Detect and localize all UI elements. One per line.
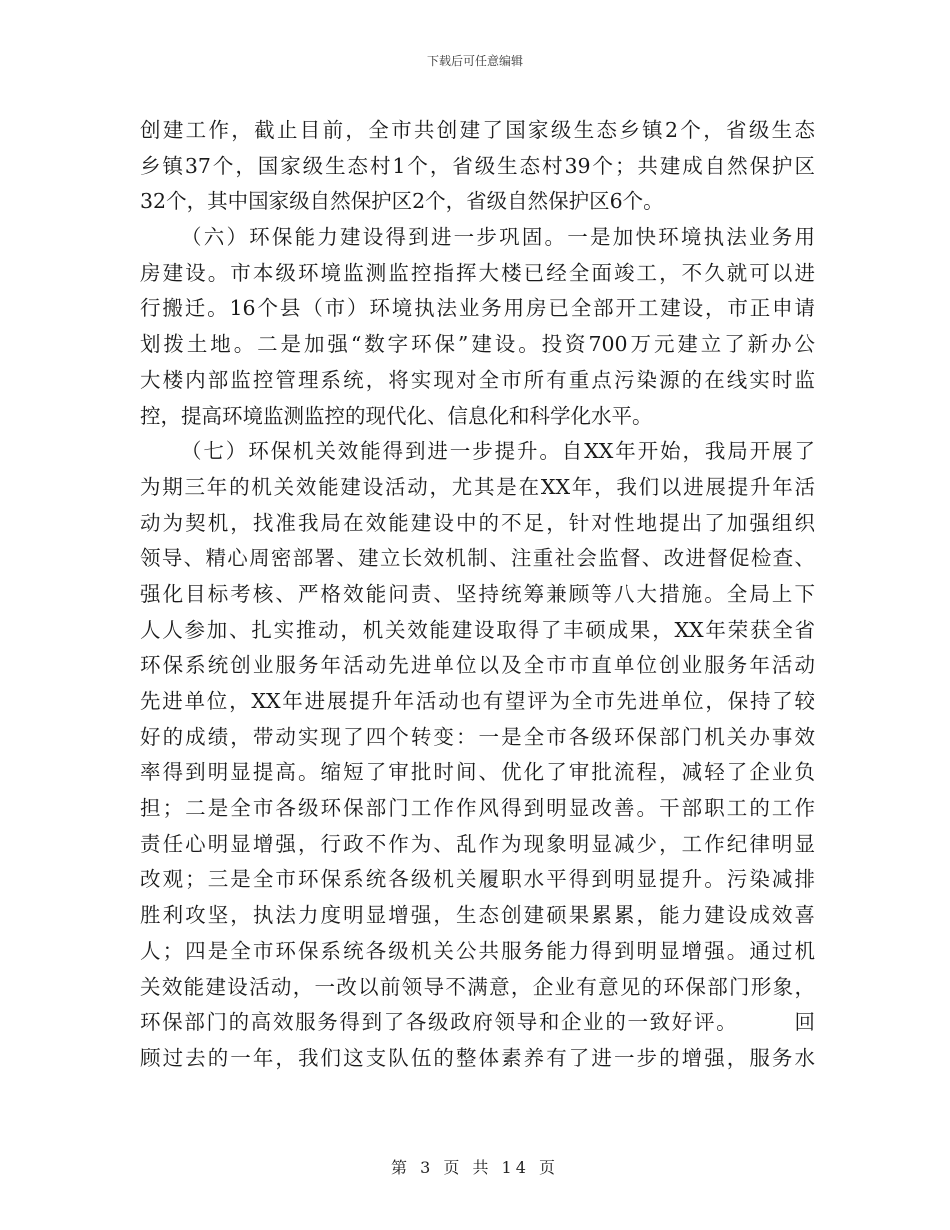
text-line: 人人参加、扎实推动，机关效能建设取得了丰硕成果，XX年荣获全省 <box>140 617 815 642</box>
text-line: 大楼内部监控管理系统，将实现对全市所有重点污染源的在线实时监 <box>140 367 815 392</box>
text-line: 房建设。市本级环境监测监控指挥大楼已经全面竣工，不久就可以进 <box>140 260 815 285</box>
text-line: 乡镇37个，国家级生态村1个，省级生态村39个；共建成自然保护区 <box>140 153 815 178</box>
text-line: 人；四是全市环保系统各级机关公共服务能力得到明显增强。通过机 <box>140 938 815 963</box>
text-line: 32个，其中国家级自然保护区2个，省级自然保护区6个。 <box>140 189 664 214</box>
text-line: 环保系统创业服务年活动先进单位以及全市市直单位创业服务年活动 <box>140 653 815 678</box>
text-line: （七）环保机关效能得到进一步提升。自XX年开始，我局开展了 <box>181 439 815 464</box>
text-line: 率得到明显提高。缩短了审批时间、优化了审批流程，减轻了企业负 <box>140 760 815 785</box>
text-line: 关效能建设活动，一改以前领导不满意，企业有意见的环保部门形象， <box>140 974 815 999</box>
document-body <box>140 113 815 1077</box>
text-line: 行搬迁。16个县（市）环境执法业务用房已全部开工建设，市正申请 <box>140 296 815 321</box>
text-line: 创建工作，截止目前，全市共创建了国家级生态乡镇2个，省级生态 <box>140 118 815 142</box>
page-header: 下载后可任意编辑 <box>426 54 523 68</box>
text-line: 为期三年的机关效能建设活动，尤其是在XX年，我们以进展提升年活 <box>140 474 815 499</box>
text-line: 担；二是全市各级环保部门工作作风得到明显改善。干部职工的工作 <box>140 796 815 821</box>
text-line: （六）环保能力建设得到进一步巩固。一是加快环境执法业务用 <box>181 225 815 250</box>
text-line: 顾过去的一年，我们这支队伍的整体素养有了进一步的增强，服务水 <box>140 1045 815 1070</box>
text-line: 环保部门的高效服务得到了各级政府领导和企业的一致好评。 回 <box>140 1010 815 1035</box>
text-line: 强化目标考核、严格效能问责、坚持统筹兼顾等八大措施。全局上下 <box>140 581 815 606</box>
text-line: 责任心明显增强，行政不作为、乱作为现象明显减少，工作纪律明显 <box>140 831 815 856</box>
text-line: 控，提高环境监测监控的现代化、信息化和科学化水平。 <box>140 403 653 428</box>
text-line: 胜利攻坚，执法力度明显增强，生态创建硕果累累，能力建设成效喜 <box>140 903 815 928</box>
page-footer: 第 3 页 共 14 页 <box>391 1158 559 1177</box>
text-line: 改观；三是全市环保系统各级机关履职水平得到明显提升。污染减排 <box>140 867 815 892</box>
text-line: 动为契机，找准我局在效能建设中的不足，针对性地提出了加强组织 <box>140 510 815 535</box>
text-line: 划拨土地。二是加强“数字环保”建设。投资700万元建立了新办公 <box>140 332 815 357</box>
text-line: 领导、精心周密部署、建立长效机制、注重社会监督、改进督促检查、 <box>140 546 815 571</box>
text-line: 好的成绩，带动实现了四个转变：一是全市各级环保部门机关办事效 <box>140 724 815 749</box>
text-line: 先进单位，XX年进展提升年活动也有望评为全市先进单位，保持了较 <box>140 689 815 713</box>
